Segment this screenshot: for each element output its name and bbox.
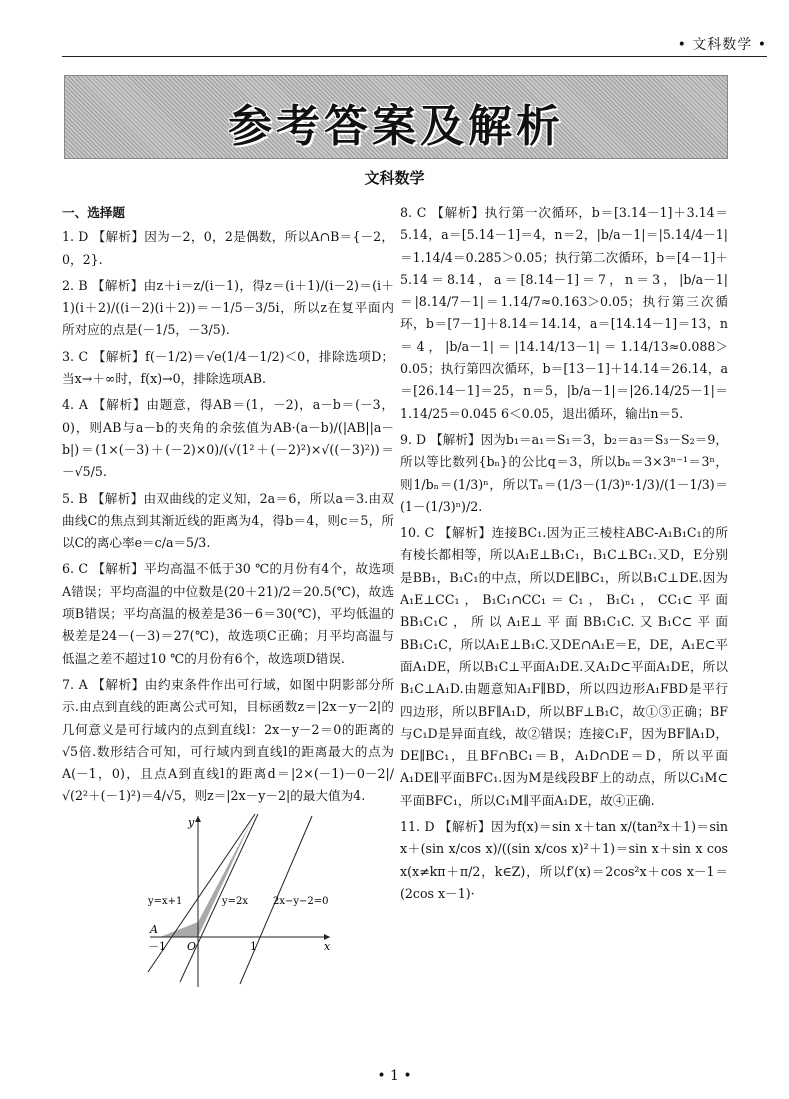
graph-svg xyxy=(140,812,340,992)
y-axis-label: y xyxy=(188,815,195,829)
tick-one: 1 xyxy=(250,939,257,953)
answer-item-3: 3. C 【解析】f(－1/2)＝√e(1/4－1/2)＜0，排除选项D；当x→＋∞时，f(x)→0，排除选项AB. xyxy=(62,348,394,387)
answer-item-10: 10. C 【解析】连接BC₁.因为正三棱柱ABC-A₁B₁C₁的所有棱长都相等，所以A₁E⊥B₁C₁，B₁C⊥BC₁.又D，E分别是BB₁，B₁C₁的中点，所以DE∥BC₁，所以B₁C⊥DE.因为A₁E⊥CC₁，B₁C₁∩CC₁＝C₁，B₁C₁，CC₁⊂平面BB₁C₁C，所以A₁E⊥平面BB₁C₁C.又B₁C⊂平面BB₁C₁C，所以A₁E⊥B₁C.又DE∩A₁E＝E，DE，A₁E⊂平面A₁DE，所以B₁C⊥平面A₁DE.又A₁D⊂平面A₁DE，所以B₁C⊥A₁D.由题意知A₁F∥BD，所以四边形A₁FBD是平行四边形，所以BF∥A₁D，所以BF⊥B₁C，故①③正确；BF与C₁D是异面直线，故②错误；连接C₁F，因为BF∥A₁D，DE∥BC₁，且BF∩BC₁＝B，A₁D∩DE＝D，所以平面A₁DE∥平面BFC₁.因为M是线段BF上的动点，所以C₁M⊂平面BFC₁，所以C₁M∥平面A₁DE，故④正确. xyxy=(400,525,728,808)
feasible-region-graph xyxy=(140,812,340,992)
shaded-region xyxy=(160,922,198,937)
banner-title: 参考答案及解析 xyxy=(228,101,564,152)
answer-item-6: 6. C 【解析】平均高温不低于30 ℃的月份有4个，故选项A错误；平均高温的中位数是(20＋21)/2＝20.5(℃)，故选项B错误；平均高温的极差是36－6＝30(℃)，平均低温的极差是24－(－3)＝27(℃)，故选项C正确；月平均高温与低温之差不超过10 ℃的月份有6个，故选项D错误. xyxy=(62,561,394,666)
line2-label: y=2x xyxy=(222,895,249,907)
origin-label: O xyxy=(187,939,197,953)
tick-neg-one: －1 xyxy=(148,939,166,953)
answer-item-5: 5. B 【解析】由双曲线的定义知，2a＝6，所以a＝3.由双曲线C的焦点到其渐近线的距离为4，得b＝4，则c＝5，所以C的离心率e＝c/a＝5/3. xyxy=(62,490,394,551)
left-column xyxy=(62,202,394,992)
shaded-region-upper xyxy=(198,820,252,937)
line1-label: y=x+1 xyxy=(148,895,183,907)
title-banner xyxy=(64,75,728,159)
header-subject-tag: • 文科数学 • xyxy=(677,37,767,53)
answer-item-1: 1. D 【解析】因为－2，0，2是偶数，所以A∩B＝{－2，0，2}. xyxy=(62,229,394,267)
answer-item-11: 11. D 【解析】因为f(x)＝sin x＋tan x/(tan²x＋1)＝sin x＋(sin x/cos x)/((sin x/cos x)²＋1)＝sin x＋sin x cos x(x≠kπ＋π/2，k∈Z)，所以f′(x)＝2cos²x＋cos x－1＝(2cos x－1)· xyxy=(400,819,728,901)
answer-item-8: 8. C 【解析】执行第一次循环，b＝[3.14－1]＋3.14＝5.14，a＝[5.14－1]＝4，n＝2，|b/a－1|＝|5.14/4－1|＝1.14/4＝0.285＞0.05；执行第二次循环，b＝[4－1]＋5.14＝8.14，a＝[8.14－1]＝7，n＝3，|b/a－1|＝|8.14/7－1|＝1.14/7≈0.163＞0.05；执行第三次循环，b＝[7－1]＋8.14＝14.14，a＝[14.14－1]＝13，n＝4，|b/a－1|＝|14.14/13－1|＝1.14/13≈0.088＞0.05；执行第四次循环，b＝[13－1]＋14.14＝26.14，a＝[26.14－1]＝25，n＝5，|b/a－1|＝|26.14/25－1|＝1.14/25＝0.045 6＜0.05，退出循环，输出n＝5. xyxy=(400,205,728,421)
section-heading: 一、选择题 xyxy=(62,205,125,220)
answer-item-9: 9. D 【解析】因为b₁＝a₁＝S₁＝3，b₂＝a₃＝S₃－S₂＝9，所以等比数列{bₙ}的公比q＝3，所以bₙ＝3×3ⁿ⁻¹＝3ⁿ，则1/bₙ＝(1/3)ⁿ，所以Tₙ＝(1/3－(1/3)ⁿ·1/3)/(1－1/3)＝(1－(1/3)ⁿ)/2. xyxy=(400,431,728,514)
right-column xyxy=(400,202,728,909)
line3-label: 2x−y−2=0 xyxy=(273,895,329,907)
answer-item-7: 7. A 【解析】由约束条件作出可行域，如图中阴影部分所示.由点到直线的距离公式可知，目标函数z＝|2x－y－2|的几何意义是可行域内的点到直线l：2x－y－2＝0的距离的√5倍.数形结合可知，可行域内到直线l的距离最大的点为A(－1，0)，且点A到直线l的距离d＝|2×(－1)－0－2|/√(2²＋(－1)²)＝4/√5，则z＝|2x－y－2|的最大值为4. xyxy=(62,676,394,804)
x-axis-label: x xyxy=(324,939,331,953)
point-a-label: A xyxy=(150,922,158,936)
header-rule xyxy=(62,56,767,57)
page-number: • 1 • xyxy=(377,1068,412,1084)
answer-item-2: 2. B 【解析】由z＋i＝z/(i－1)，得z＝(i＋1)/(i－2)＝(i＋1)(i＋2)/((i－2)(i＋2))＝－1/5－3/5i，所以z在复平面内所对应的点是(－1/5，－3/5). xyxy=(62,277,394,338)
y-axis-arrow xyxy=(195,816,201,822)
answer-item-4: 4. A 【解析】由题意，得AB＝(1，－2)，a－b＝(－3，0)，则AB与a－b的夹角的余弦值为AB·(a－b)/(|AB||a－b|)＝(1×(－3)＋(－2)×0)/(√(1²＋(－2)²)×√((－3)²))＝－√5/5. xyxy=(62,397,394,480)
subject-title: 文科数学 xyxy=(364,169,425,187)
